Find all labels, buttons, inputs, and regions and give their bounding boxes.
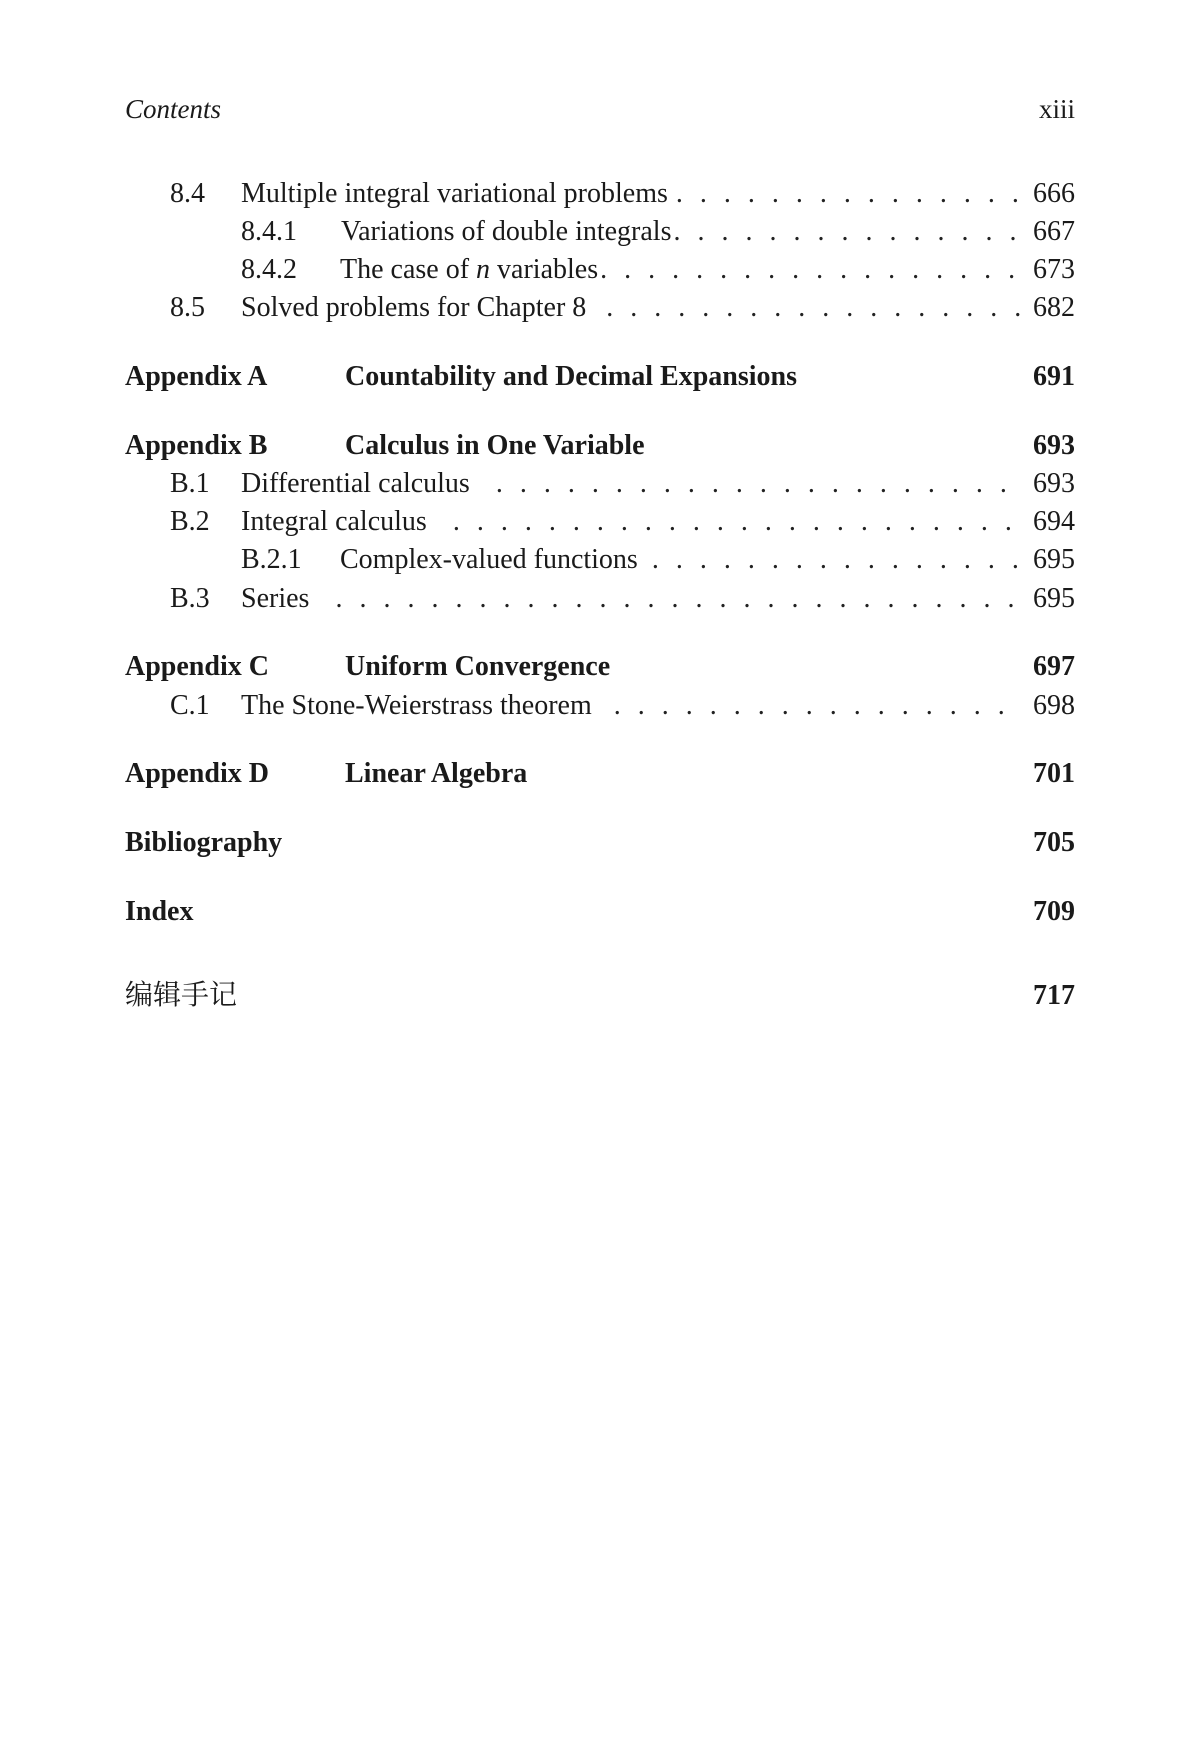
entry-number: B.3 <box>170 583 210 614</box>
entry-title: Uniform Convergence <box>345 651 611 682</box>
entry-title: Differential calculus <box>241 468 470 499</box>
entry-page: 697 <box>1033 651 1075 682</box>
entry-title: Complex-valued functions <box>340 544 638 575</box>
entry-page: 701 <box>1033 758 1075 789</box>
entry-title: Variations of double integrals <box>341 216 672 247</box>
entry-page: 673 <box>1033 254 1075 285</box>
entry-page: 693 <box>1033 468 1075 499</box>
entry-title: Bibliography <box>125 827 283 858</box>
entry-number: 8.4.2 <box>241 254 297 285</box>
entry-number: 8.5 <box>170 292 205 323</box>
entry-page: 698 <box>1033 690 1075 721</box>
toc-index[interactable] <box>125 896 1075 932</box>
entry-title: 编辑手记 <box>125 978 238 1011</box>
entry-page: 695 <box>1033 544 1075 575</box>
toc-entry[interactable] <box>125 254 1075 290</box>
page-number: xiii <box>1038 94 1075 124</box>
running-header-title: Contents <box>125 94 222 124</box>
dot-leader <box>600 254 1021 286</box>
entry-number: B.1 <box>170 468 210 499</box>
toc-entry[interactable] <box>125 690 1075 726</box>
entry-number: C.1 <box>170 690 210 721</box>
entry-page: 717 <box>1033 980 1075 1011</box>
dot-leader <box>453 506 1021 538</box>
dot-leader <box>496 468 1021 500</box>
toc-entry[interactable] <box>125 506 1075 542</box>
entry-page: 691 <box>1033 361 1075 392</box>
toc-entry[interactable] <box>125 216 1075 252</box>
toc-entry[interactable] <box>125 583 1075 619</box>
toc-bibliography[interactable] <box>125 827 1075 863</box>
entry-page: 682 <box>1033 292 1075 323</box>
entry-page: 695 <box>1033 583 1075 614</box>
entry-number: Appendix A <box>125 361 268 392</box>
entry-title: Calculus in One Variable <box>345 430 645 461</box>
dot-leader <box>606 292 1021 324</box>
entry-number: 8.4.1 <box>241 216 297 247</box>
entry-number: B.2 <box>170 506 210 537</box>
entry-number: 8.4 <box>170 178 205 209</box>
entry-number: Appendix C <box>125 651 269 682</box>
dot-leader <box>652 544 1021 576</box>
entry-title: Solved problems for Chapter 8 <box>241 292 587 323</box>
entry-title: The Stone-Weierstrass theorem <box>241 690 592 721</box>
entry-title: Index <box>125 896 194 927</box>
entry-title: The case of n variables <box>340 254 599 285</box>
dot-leader <box>335 583 1021 615</box>
toc-appendix[interactable] <box>125 430 1075 466</box>
entry-page: 667 <box>1033 216 1075 247</box>
entry-page: 705 <box>1033 827 1075 858</box>
toc-appendix[interactable] <box>125 758 1075 794</box>
toc-entry[interactable] <box>125 468 1075 504</box>
entry-title: Countability and Decimal Expansions <box>345 361 797 392</box>
toc-appendix[interactable] <box>125 651 1075 687</box>
entry-page: 666 <box>1033 178 1075 209</box>
toc-editor-notes[interactable] <box>125 973 1075 1009</box>
dot-leader <box>676 178 1021 210</box>
entry-title: Linear Algebra <box>345 758 528 789</box>
entry-number: Appendix B <box>125 430 268 461</box>
toc-entry[interactable] <box>125 292 1075 328</box>
toc-entry[interactable] <box>125 544 1075 580</box>
dot-leader <box>614 690 1021 722</box>
entry-page: 709 <box>1033 896 1075 927</box>
entry-number: B.2.1 <box>241 544 302 575</box>
entry-page: 694 <box>1033 506 1075 537</box>
entry-title: Multiple integral variational problems <box>241 178 668 209</box>
entry-title: Series <box>241 583 310 614</box>
entry-title: Integral calculus <box>241 506 427 537</box>
toc-appendix[interactable] <box>125 361 1075 397</box>
dot-leader <box>673 216 1021 248</box>
entry-number: Appendix D <box>125 758 269 789</box>
entry-page: 693 <box>1033 430 1075 461</box>
toc-entry[interactable] <box>125 178 1075 214</box>
